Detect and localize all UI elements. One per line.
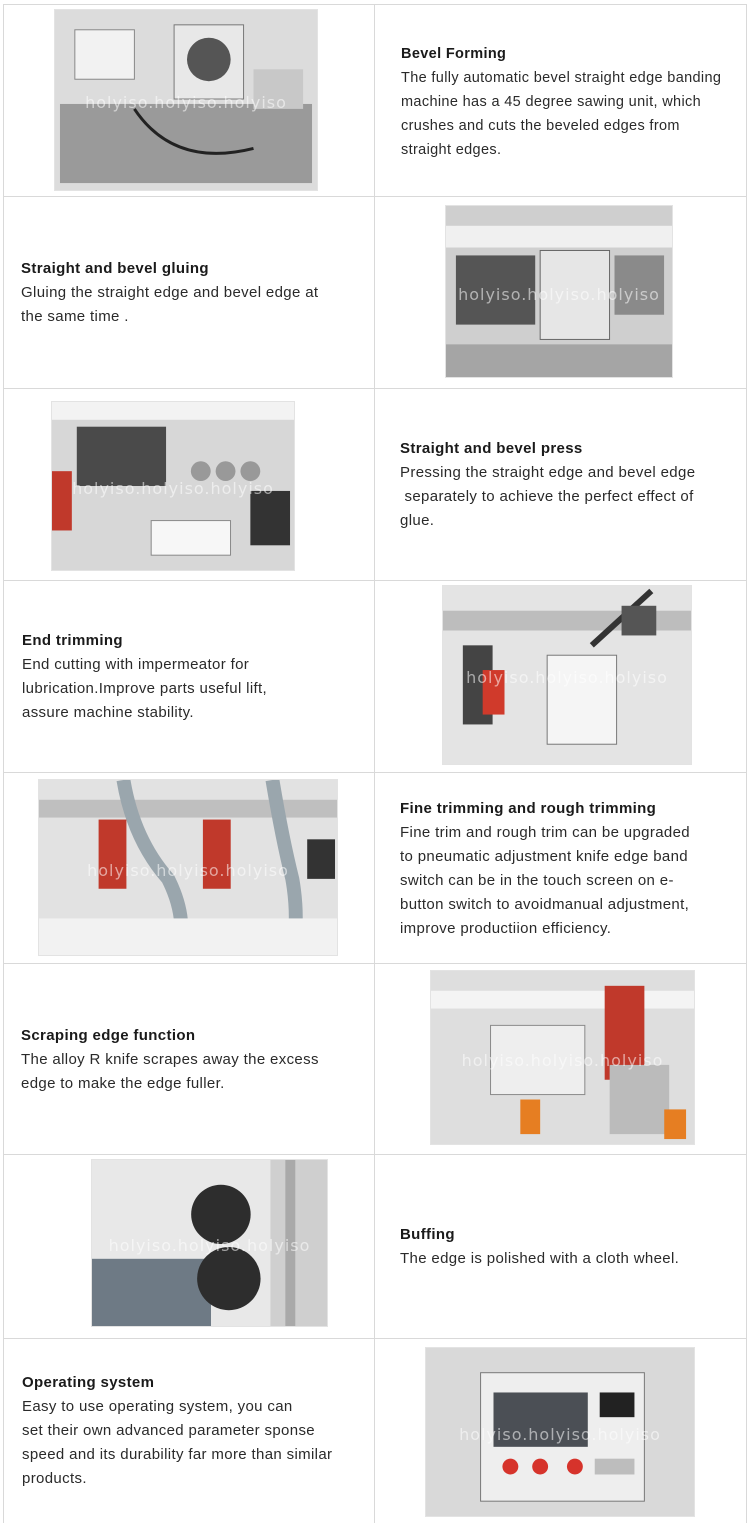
- feature-text: [22, 581, 362, 773]
- bevel-forming-machine-photo: [54, 9, 318, 191]
- feature-title: Bevel Forming: [401, 45, 507, 62]
- gluing-unit-photo: [445, 205, 673, 378]
- feature-title: Buffing: [400, 1226, 455, 1243]
- feature-text: [21, 197, 361, 389]
- column-divider: [374, 5, 375, 196]
- scraping-unit-photo: [430, 970, 695, 1145]
- feature-description-line: The fully automatic bevel straight edge banding: [401, 69, 722, 86]
- watermark: holyiso.holyiso.holyiso: [87, 860, 289, 880]
- feature-row-fine-rough-trimming: [3, 773, 747, 964]
- feature-description-line: lubrication.Improve parts useful lift,: [22, 680, 268, 697]
- feature-description-line: Fine trim and rough trim can be upgraded: [400, 823, 690, 841]
- feature-row-press: [3, 389, 747, 581]
- feature-text: [400, 773, 745, 964]
- trimming-units-photo: [38, 779, 338, 956]
- column-divider: [374, 1155, 375, 1338]
- watermark: holyiso.holyiso.holyiso: [458, 284, 660, 304]
- feature-description-line: End cutting with impermeator for: [22, 656, 250, 673]
- feature-description-line: the same time .: [21, 308, 129, 325]
- column-divider: [374, 773, 375, 963]
- column-divider: [374, 389, 375, 580]
- feature-description-line: crushes and cuts the beveled edges from: [401, 117, 680, 134]
- feature-row-buffing: [3, 1155, 747, 1339]
- feature-row-operating-system: [3, 1339, 747, 1523]
- control-panel-photo: [425, 1347, 695, 1517]
- feature-description-line: assure machine stability.: [22, 704, 194, 721]
- feature-text: [21, 964, 361, 1155]
- feature-description-line: to pneumatic adjustment knife edge band: [400, 847, 689, 865]
- column-divider: [374, 1339, 375, 1523]
- end-trimming-unit-photo: [442, 585, 692, 765]
- watermark: holyiso.holyiso.holyiso: [461, 1050, 664, 1070]
- feature-description-line: Gluing the straight edge and bevel edge at: [21, 284, 319, 301]
- feature-title: Scraping edge function: [21, 1026, 196, 1044]
- feature-text: [400, 1155, 745, 1339]
- feature-text: [22, 1339, 367, 1523]
- watermark: holyiso.holyiso.holyiso: [72, 479, 274, 499]
- feature-title: Straight and bevel gluing: [21, 260, 209, 277]
- feature-title: Operating system: [22, 1374, 155, 1391]
- feature-description-line: glue.: [400, 512, 435, 529]
- feature-description-line: The alloy R knife scrapes away the excess: [21, 1050, 319, 1068]
- feature-text: [400, 389, 745, 581]
- feature-description-line: button switch to avoidmanual adjustment,: [400, 895, 690, 913]
- column-divider: [374, 581, 375, 772]
- feature-description-line: straight edges.: [401, 141, 502, 158]
- feature-row-gluing: [3, 197, 747, 389]
- feature-title: Straight and bevel press: [400, 440, 583, 457]
- feature-description-line: separately to achieve the perfect effect of: [400, 488, 694, 505]
- press-rollers-photo: [51, 401, 295, 571]
- feature-description-line: improve productiion efficiency.: [400, 919, 612, 937]
- feature-description-line: switch can be in the touch screen on e-: [400, 871, 674, 889]
- feature-row-end-trimming: [3, 581, 747, 773]
- feature-description-line: Pressing the straight edge and bevel edge: [400, 464, 696, 481]
- feature-row-scraping: [3, 964, 747, 1155]
- feature-title: End trimming: [22, 632, 123, 649]
- feature-title: Fine trimming and rough trimming: [400, 799, 657, 817]
- feature-text: [401, 5, 741, 198]
- feature-description-line: machine has a 45 degree sawing unit, which: [401, 93, 702, 110]
- buffing-motors-photo: [91, 1159, 328, 1327]
- feature-row-bevel-forming: [3, 4, 747, 197]
- feature-description-line: speed and its durability far more than similar: [22, 1446, 333, 1463]
- feature-description-line: products.: [22, 1470, 87, 1487]
- feature-description-line: The edge is polished with a cloth wheel.: [400, 1250, 680, 1267]
- feature-description-line: set their own advanced parameter sponse: [22, 1422, 315, 1439]
- feature-description-line: edge to make the edge fuller.: [21, 1074, 225, 1092]
- feature-description-line: Easy to use operating system, you can: [22, 1398, 293, 1415]
- column-divider: [374, 964, 375, 1154]
- watermark: holyiso.holyiso.holyiso: [85, 92, 287, 112]
- watermark: holyiso.holyiso.holyiso: [466, 667, 668, 687]
- watermark: holyiso.holyiso.holyiso: [459, 1425, 661, 1445]
- watermark: holyiso.holyiso.holyiso: [108, 1236, 311, 1256]
- column-divider: [374, 197, 375, 388]
